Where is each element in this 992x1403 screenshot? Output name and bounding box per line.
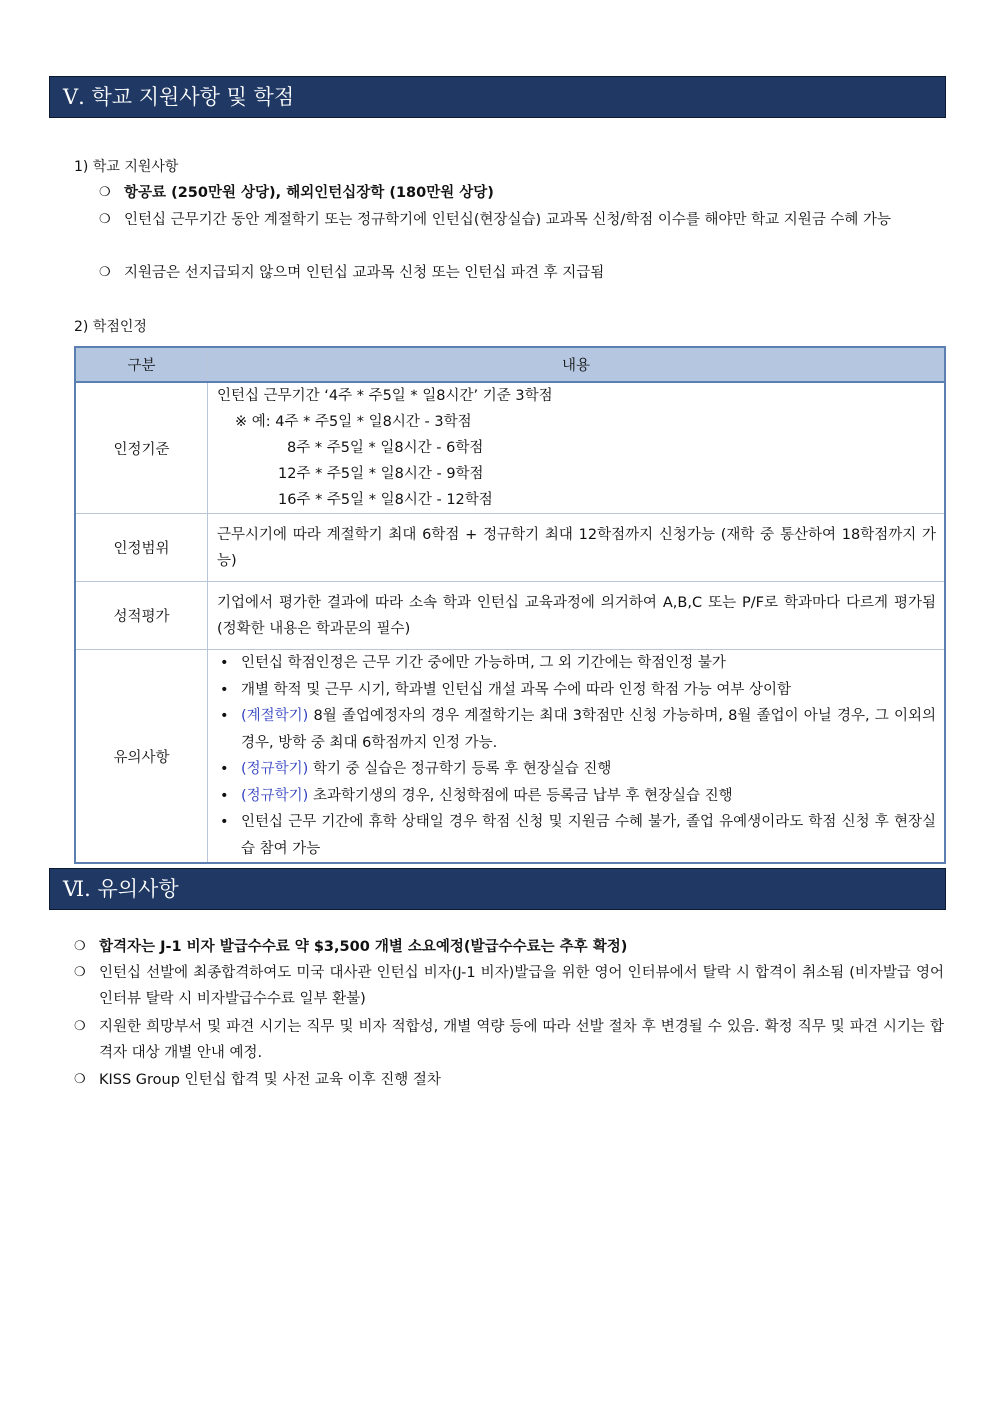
circle-bullet-icon: ❍ [74,965,86,980]
list-item: • 인턴십 근무 기간에 휴학 상태일 경우 학점 신청 및 지원금 수혜 불가, 졸업 유예생이라도 학점 신청 후 현장실습 참여 가능 [217,809,936,862]
table-row [75,514,945,582]
notice-item: ❍ KISS Group 인턴십 합격 및 사전 교육 이후 진행 절차 [74,1067,944,1093]
semester-tag: (계절학기) [241,708,309,724]
section-6-header [49,868,946,910]
row-content: 기업에서 평가한 결과에 따라 소속 학과 인턴십 교육과정에 의거하여 A,B,C 또는 P/F로 학과마다 다르게 평가됨 (정확한 내용은 학과문의 필수) [208,582,946,650]
support-item: ❍ 지원금은 선지급되지 않으며 인턴십 교과목 신청 또는 인턴십 파견 후 지급됨 [99,260,944,286]
support-heading: 1) 학교 지원사항 [74,159,179,175]
circle-bullet-icon: ❍ [99,185,111,200]
semester-tag: (정규학기) [241,787,309,804]
row-content [208,650,946,864]
circle-bullet-icon: ❍ [74,1072,86,1087]
semester-tag: (정규학기) [241,761,309,777]
notes-list [217,650,936,862]
section-5-header [49,76,946,118]
section-6-title: Ⅵ. 유의사항 [63,877,179,901]
list-item: • (정규학기) 초과학기생의 경우, 신청학점에 따른 등록금 납부 후 현장실습 진행 [217,783,936,810]
row-content: 근무시기에 따라 계절학기 최대 6학점 + 정규학기 최대 12학점까지 신청가능 (재학 중 통산하여 18학점까지 가능) [208,514,946,582]
support-item: ❍ 인턴십 근무기간 동안 계절학기 또는 정규학기에 인턴십(현장실습) 교과목 신청/학점 이수를 해야만 학교 지원금 수혜 가능 [99,207,944,259]
list-item: • 개별 학적 및 근무 시기, 학과별 인턴십 개설 과목 수에 따라 인정 학점 가능 여부 상이함 [217,677,936,704]
row-label: 유의사항 [75,650,208,864]
table-row [75,650,945,864]
notice-item: ❍ 지원한 희망부서 및 파견 시기는 직무 및 비자 적합성, 개별 역량 등에 따라 선발 절차 후 변경될 수 있음. 확정 직무 및 파견 시기는 합격자 대상 개별 안내 예정. [74,1014,944,1066]
row-label: 성적평가 [75,582,208,650]
row-label: 인정기준 [75,382,208,514]
circle-bullet-icon: ❍ [74,939,86,954]
circle-bullet-icon: ❍ [74,1019,86,1034]
list-item: • 인턴십 학점인정은 근무 기간 중에만 가능하며, 그 외 기간에는 학점인정 불가 [217,650,936,677]
list-item: • (정규학기) 학기 중 실습은 정규학기 등록 후 현장실습 진행 [217,756,936,783]
list-item: • (계절학기) 8월 졸업예정자의 경우 계절학기는 최대 3학점만 신청 가능하며, 8월 졸업이 아닐 경우, 그 이외의 경우, 방학 중 최대 6학점까지 인정 가능. [217,703,936,756]
table-row [75,382,945,514]
section-5-title: Ⅴ. 학교 지원사항 및 학점 [63,85,295,109]
row-content: 인턴십 근무기간 ‘4주 * 주5일 * 일8시간’ 기준 3학점 ※ 예: 4주 * 주5일 * 일8시간 - 3학점 8주 * 주5일 * 일8시간 - 6학점 12주 * 주5일 * 일8시간 - 9학점 16주 * 주5일 * 일8시간 - 12학점 [208,382,946,514]
support-item: ❍ 항공료 (250만원 상당), 해외인턴십장학 (180만원 상당) [99,180,944,206]
notice-item: ❍ 인턴십 선발에 최종합격하여도 미국 대사관 인턴십 비자(J-1 비자)발급을 위한 영어 인터뷰에서 탈락 시 합격이 취소됨 (비자발급 영어 인터뷰 탈락 시 비자발급수수료 일부 환불) [74,960,944,1012]
table-header-row [75,347,945,382]
table-row [75,582,945,650]
circle-bullet-icon: ❍ [99,212,111,227]
row-label: 인정범위 [75,514,208,582]
credit-table [74,346,946,864]
circle-bullet-icon: ❍ [99,265,111,280]
credit-heading: 2) 학점인정 [74,319,147,335]
column-header: 내용 [208,347,946,382]
column-header: 구분 [75,347,208,382]
notice-item: ❍ 합격자는 J-1 비자 발급수수료 약 $3,500 개별 소요예정(발급수수료는 추후 확정) [74,934,944,960]
